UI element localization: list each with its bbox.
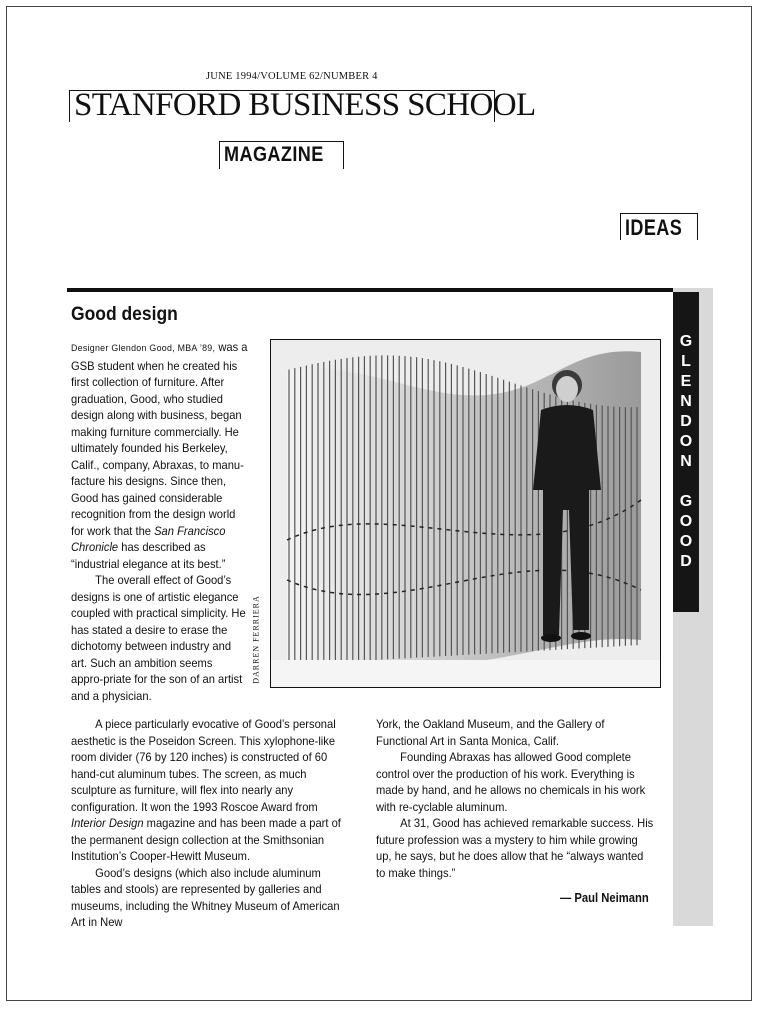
byline: — Paul Neimann	[560, 891, 649, 905]
magazine-label: MAGAZINE	[224, 143, 324, 166]
paragraph	[71, 339, 248, 572]
sidebar-letter: N	[680, 393, 692, 410]
lead-smallcaps: Designer Glendon Good, MBA ’89,	[71, 343, 216, 354]
vertical-name-bar	[673, 292, 699, 612]
text-run: has described as “industrial elegance at its best.”	[71, 540, 226, 571]
paragraph: York, the Oakland Museum, and the Gallery of Functional Art in Santa Monica, Calif.	[376, 717, 605, 748]
text-run: A piece particularly evocative of Good’s personal aesthetic is the Poseidon Screen. This xylophone-like room divider (76 by 120 inches) is constructed of 60 hand-cut aluminum tubes. The screen, as much sculpture as furniture, will flex into nearly any configuration. It won the 1993 Roscoe Award from	[71, 717, 336, 814]
text-run: was a GSB student when he created his first collection of furniture. After graduation, Good, who studied design along with business, began making furniture commercially. He ultimately founded his Berkeley, Calif., company, Abraxas, to manu-facture his designs. Since then, Good has gained considerable recognition from the design world for work that the	[71, 340, 248, 538]
sidebar-letter: O	[679, 533, 693, 550]
column-b	[71, 716, 342, 931]
paragraph: At 31, Good has achieved remarkable success. His future profession was a mystery to him while growing up, he says, but he does allow that he “always wanted to make things.”	[376, 816, 654, 880]
sidebar-letter: O	[679, 513, 693, 530]
article-headline: Good design	[71, 304, 178, 325]
sidebar-letter: D	[680, 413, 692, 430]
masthead-title: STANFORD BUSINESS SCHOOL	[74, 87, 536, 123]
sidebar-letter: L	[681, 353, 691, 370]
photo-credit: DARREN FERRIERA	[251, 595, 261, 684]
product-photo	[270, 339, 661, 688]
text-run: magazine and has been made a part of the permanent design collection at the Smithsonian Institution’s Cooper-Hewitt Museum.	[71, 816, 341, 863]
top-rule	[67, 288, 673, 292]
paragraph: The overall effect of Good’s designs is one of artistic elegance coupled with practical simplicity. He has stated a desire to erase the dichotomy between industry and art. Such an ambition seems appro-priate for the son of an artist and a physician.	[71, 573, 246, 703]
sidebar-letter: E	[680, 373, 692, 390]
section-label: IDEAS	[625, 215, 683, 240]
section-label-box	[620, 213, 698, 240]
paragraph: Founding Abraxas has allowed Good complete control over the production of his work. Everything is made by hand, and he allows no chemicals in his work with re-cyclable aluminum.	[376, 750, 646, 814]
magazine-label-box	[219, 141, 344, 169]
column-a	[71, 339, 248, 704]
poseidon-screen-photo	[271, 340, 660, 687]
column-c	[376, 716, 654, 881]
publication-name: San Francisco Chronicle	[71, 523, 226, 554]
sidebar-letter: D	[680, 553, 692, 570]
sidebar-letter: O	[679, 433, 693, 450]
sidebar-letter: G	[679, 333, 693, 350]
masthead-title-box	[69, 87, 536, 123]
publication-name: Interior Design	[71, 816, 144, 830]
sidebar-letter: N	[680, 453, 692, 470]
paragraph	[71, 716, 342, 865]
photo-credit-box	[249, 597, 263, 687]
paragraph: Good’s designs (which also include aluminum tables and stools) are represented by galleries and museums, including the Whitney Museum of American Art in New	[71, 865, 340, 929]
sidebar-letter: G	[679, 493, 693, 510]
issue-line: JUNE 1994/VOLUME 62/NUMBER 4	[206, 71, 378, 82]
